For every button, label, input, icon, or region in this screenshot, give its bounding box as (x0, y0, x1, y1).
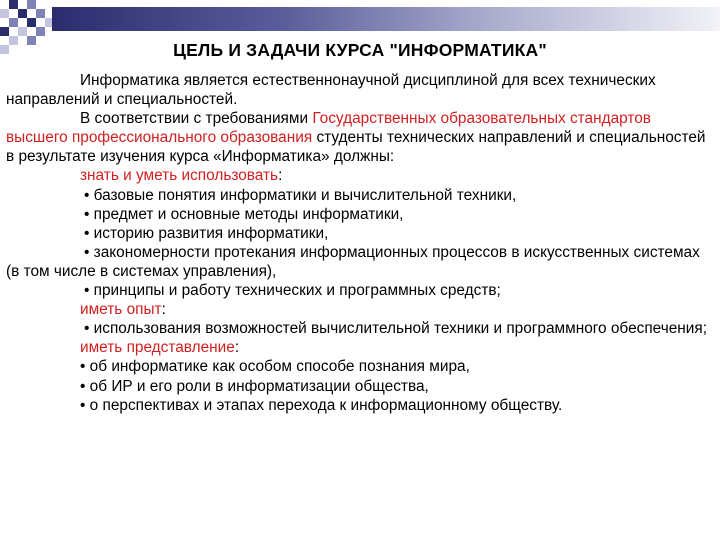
notion-heading: иметь представление: (80, 339, 240, 357)
list-item: • базовые понятия информатики и вычислительной техники, (84, 186, 517, 204)
header-bar (52, 7, 720, 31)
list-item: • об ИР и его роли в информатизации общества, (80, 377, 429, 395)
intro-paragraph: Информатика является естественнонаучной дисциплиной для всех технических направлений и специальностей. (6, 72, 656, 109)
standards-highlight: Государственных образовательных стандартов высшего профессионального образования (6, 110, 651, 147)
list-item: • о перспективах и этапах перехода к информационному обществу. (80, 396, 563, 414)
list-item: • историю развития информатики, (84, 224, 329, 242)
page-title: ЦЕЛЬ И ЗАДАЧИ КУРСА "ИНФОРМАТИКА" (173, 40, 547, 60)
list-item: • закономерности протекания информационных процессов в искусственных системах (в том числе в системах управления), (6, 243, 700, 280)
experience-heading: иметь опыт: (80, 301, 166, 319)
list-item: • принципы и работу технических и программных средств; (84, 282, 501, 300)
list-item: • предмет и основные методы информатики, (84, 205, 404, 223)
slide-body (6, 71, 712, 415)
list-item: • использования возможностей вычислительной техники и программного обеспечения; (84, 320, 707, 338)
list-item: • об информатике как особом способе познания мира, (80, 358, 470, 376)
know-heading: знать и уметь использовать: (80, 167, 283, 185)
standards-paragraph: В соответствии с требованиями Государственных образовательных стандартов высшего профессионального образования студенты технических направлений и специальностей в результате изучения курса «Информатика» должны: (6, 110, 706, 166)
